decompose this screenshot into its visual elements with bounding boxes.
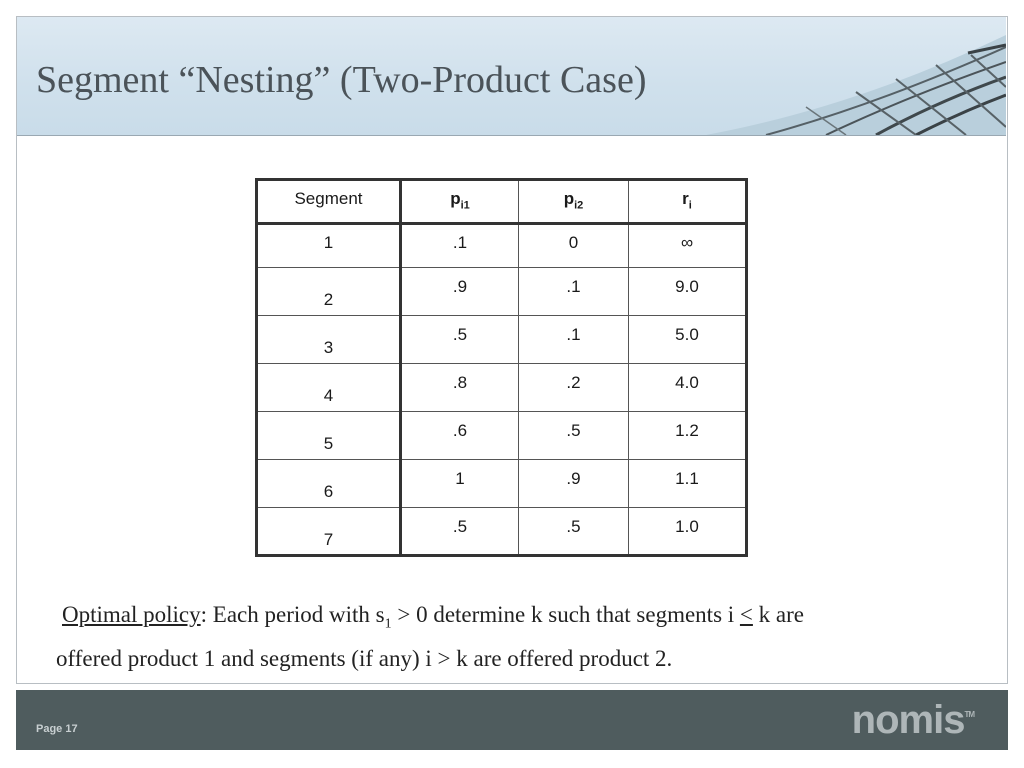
table-row [257, 460, 747, 508]
cell-p-i2: 0 [519, 224, 629, 268]
header-r-i [629, 180, 747, 224]
cell-p-i2: .5 [519, 508, 629, 556]
header-p-i1-sub: i1 [460, 199, 470, 212]
table-row [257, 224, 747, 268]
cell-p-i2: .1 [519, 268, 629, 316]
header-p-i1-main: p [450, 189, 461, 208]
logo-text: nomis [851, 698, 965, 742]
header-segment-label: Segment [294, 189, 363, 208]
cell-r-i: 9.0 [629, 268, 747, 316]
page-number: Page 17 [36, 723, 78, 735]
cell-segment: 1 [257, 224, 401, 268]
cell-r-i: 1.2 [629, 412, 747, 460]
cell-p-i2: .1 [519, 316, 629, 364]
policy-leq: < [739, 602, 753, 627]
cell-p-i2: .9 [519, 460, 629, 508]
cell-segment: 2 [257, 268, 401, 316]
cell-r-i: ∞ [629, 224, 747, 268]
table-row [257, 268, 747, 316]
header-p-i2 [519, 180, 629, 224]
policy-text-a: : Each period with s [200, 602, 385, 627]
cell-segment: 3 [257, 316, 401, 364]
policy-line2: offered product 1 and segments (if any) i > k are offered product 2. [56, 645, 673, 671]
header-r-i-main: r [682, 189, 689, 208]
header-p-i2-sub: i2 [574, 199, 584, 212]
table-header-row [257, 180, 747, 224]
header-p-i2-main: p [563, 189, 575, 208]
cell-segment: 7 [257, 508, 401, 556]
cell-p-i1: .6 [401, 412, 519, 460]
header-p-i1 [401, 180, 519, 224]
cell-segment: 4 [257, 364, 401, 412]
policy-sub1: 1 [384, 616, 392, 632]
glass-roof-graphic [706, 17, 1006, 135]
nomis-logo [852, 698, 974, 743]
cell-segment: 5 [257, 412, 401, 460]
table-row [257, 316, 747, 364]
policy-text-b: > 0 determine k such that segments i [391, 602, 740, 627]
cell-p-i1: .5 [401, 316, 519, 364]
cell-p-i1: 1 [401, 460, 519, 508]
optimal-policy-text [56, 598, 1002, 676]
cell-r-i: 1.1 [629, 460, 747, 508]
header-r-i-sub: i [688, 199, 692, 212]
cell-p-i1: .5 [401, 508, 519, 556]
cell-r-i: 5.0 [629, 316, 747, 364]
policy-text-c: k are [752, 602, 804, 627]
cell-segment: 6 [257, 460, 401, 508]
policy-label: Optimal policy [62, 602, 201, 627]
header-segment [257, 180, 401, 224]
table-row [257, 412, 747, 460]
logo-tm: TM [964, 710, 974, 719]
table-row [257, 508, 747, 556]
cell-r-i: 1.0 [629, 508, 747, 556]
footer-bar [16, 690, 1008, 750]
cell-p-i1: .1 [401, 224, 519, 268]
cell-p-i1: .9 [401, 268, 519, 316]
table-row [257, 364, 747, 412]
cell-p-i2: .5 [519, 412, 629, 460]
cell-p-i2: .2 [519, 364, 629, 412]
cell-r-i: 4.0 [629, 364, 747, 412]
segment-table [255, 178, 748, 557]
cell-p-i1: .8 [401, 364, 519, 412]
slide-title: Segment “Nesting” (Two-Product Case) [36, 59, 647, 101]
